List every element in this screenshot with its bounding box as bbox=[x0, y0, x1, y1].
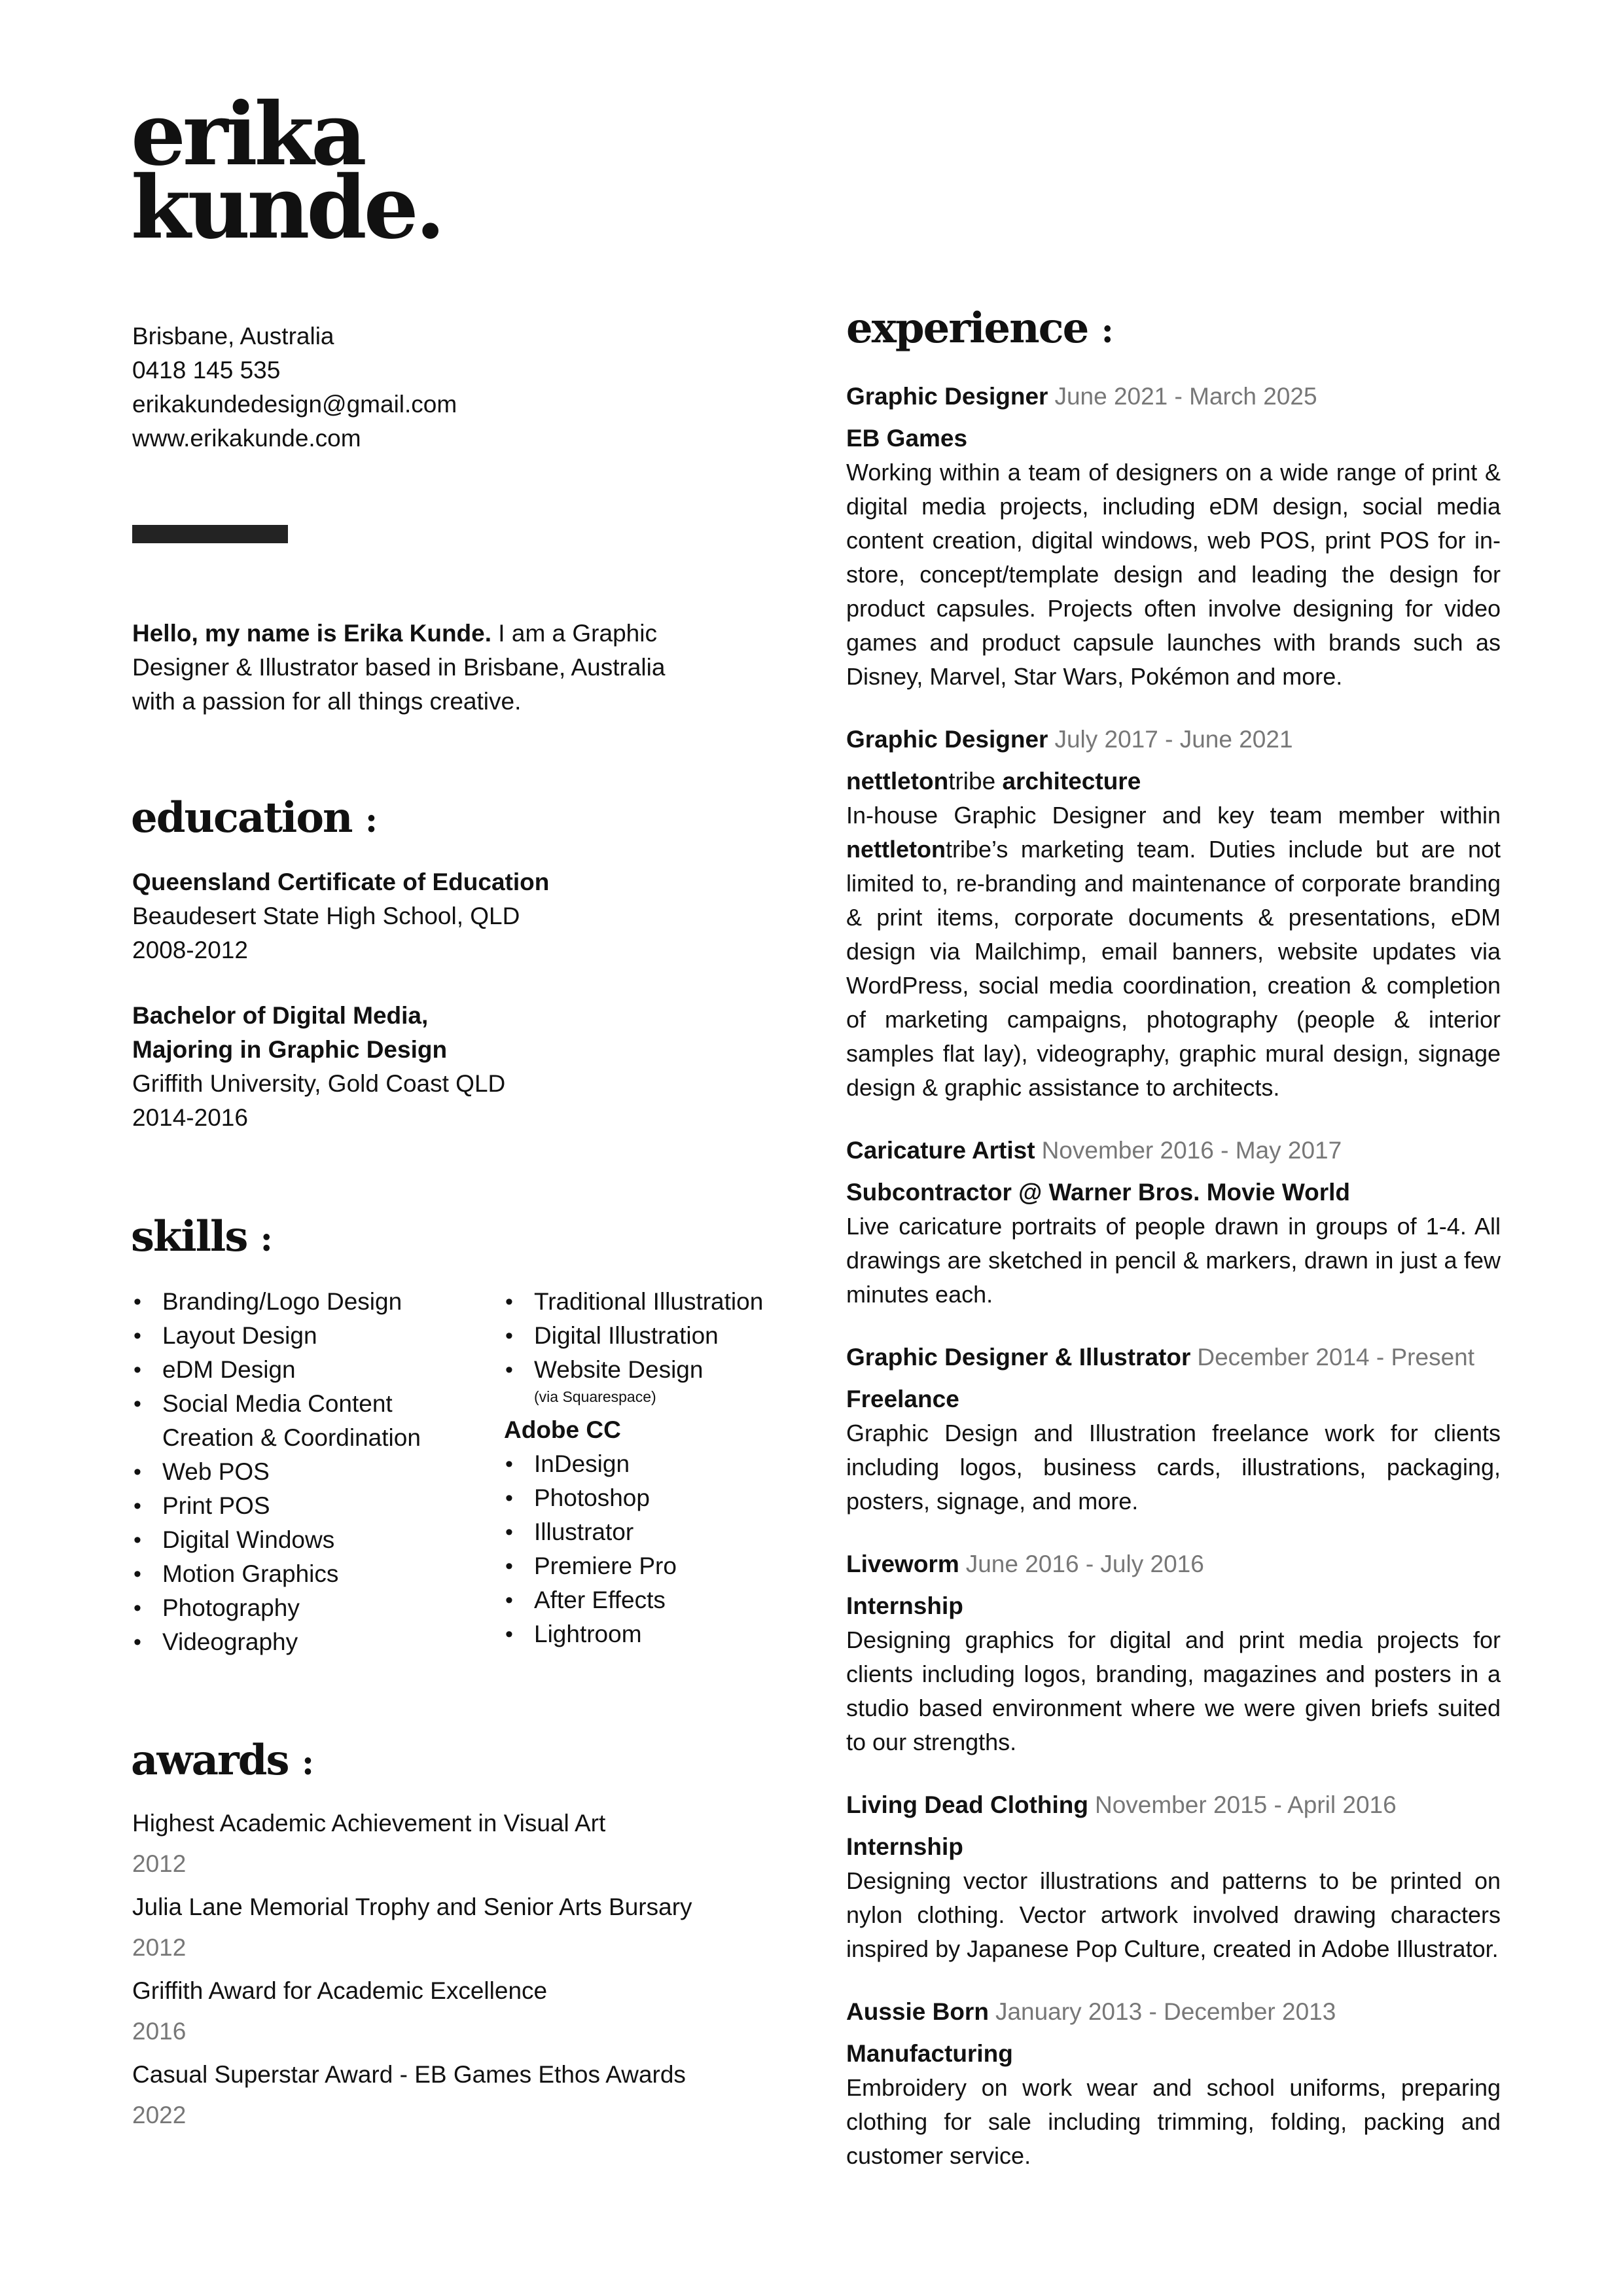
skill-item: • Social Media Content Creation & Coordination bbox=[132, 1387, 437, 1455]
skill-item: • Print POS bbox=[132, 1489, 459, 1523]
awards-heading-colon: : bbox=[301, 1743, 315, 1783]
job-company: Manufacturing bbox=[846, 2040, 1013, 2067]
skill-item: • Traditional Illustration bbox=[504, 1285, 805, 1319]
first-name: erika bbox=[131, 84, 364, 185]
job-role: Aussie Born bbox=[846, 1998, 989, 2025]
experience-heading-text: experience bbox=[846, 304, 1088, 353]
education-title: Queensland Certificate of Education bbox=[132, 869, 550, 895]
award-year: 2016 bbox=[132, 2018, 187, 2045]
job-company: Freelance bbox=[846, 1386, 959, 1412]
job-dates: November 2015 - April 2016 bbox=[1094, 1791, 1397, 1818]
company-part: architecture bbox=[995, 768, 1141, 795]
experience-list bbox=[846, 380, 1501, 2202]
award-item bbox=[132, 1806, 692, 1881]
education-heading-text: education bbox=[131, 793, 352, 842]
education-heading-colon: : bbox=[365, 800, 378, 840]
job-role: Living Dead Clothing bbox=[846, 1791, 1088, 1818]
skill-note: (via Squarespace) bbox=[534, 1388, 656, 1405]
intro-text: I am a Graphic Designer & Illustrator based in Brisbane, Australia with a passion for all things creative. bbox=[132, 620, 666, 715]
desc-part-bold: nettleton bbox=[846, 836, 946, 863]
desc-part: tribe’s marketing team. Duties include but are not limited to, re-branding and maintenance of corporate branding & print items, corporate documents & presentations, eDM design via Mailchimp, email banners, website updates via WordPress, social media coordination, creation & completion of marketing campaigns, photography (people & interior samples flat lay), videography, graphic mural design, signage design & graphic assistance to architects. bbox=[846, 836, 1501, 1101]
job-role: Graphic Designer & Illustrator bbox=[846, 1344, 1191, 1371]
job-company: Internship bbox=[846, 1592, 963, 1619]
award-title: Griffith Award for Academic Excellence bbox=[132, 1977, 548, 2004]
skill-item: • Layout Design bbox=[132, 1319, 459, 1353]
last-name: kunde. bbox=[131, 157, 442, 259]
job-description bbox=[846, 798, 1501, 1105]
award-title: Highest Academic Achievement in Visual Art bbox=[132, 1810, 606, 1837]
skills-heading-colon: : bbox=[260, 1219, 273, 1259]
skills-list bbox=[132, 1285, 459, 1659]
award-year: 2022 bbox=[132, 2102, 187, 2128]
award-year: 2012 bbox=[132, 1850, 187, 1877]
experience-heading bbox=[846, 302, 1114, 357]
award-item bbox=[132, 1890, 692, 1965]
skill-item: • Lightroom bbox=[504, 1617, 805, 1651]
skills-column-2 bbox=[504, 1285, 805, 1651]
education-heading bbox=[131, 792, 378, 847]
education-years: 2008-2012 bbox=[132, 937, 248, 963]
adobe-skills-list bbox=[504, 1447, 805, 1651]
contact-location: Brisbane, Australia bbox=[132, 323, 334, 350]
skill-item: • Premiere Pro bbox=[504, 1549, 805, 1583]
intro-lead: Hello, my name is Erika Kunde. bbox=[132, 620, 492, 647]
skill-item: • Illustrator bbox=[504, 1515, 805, 1549]
job-description: Embroidery on work wear and school uniforms, preparing clothing for sale including trimming, folding, packing and customer service. bbox=[846, 2074, 1501, 2169]
skill-item: • InDesign bbox=[504, 1447, 805, 1481]
job-description: Graphic Design and Illustration freelance work for clients including logos, business cards, illustrations, packaging, posters, signage, and more. bbox=[846, 1420, 1501, 1515]
award-item bbox=[132, 2058, 692, 2132]
adobe-label: Adobe CC bbox=[504, 1416, 621, 1443]
job-entry bbox=[846, 1547, 1501, 1759]
contact-website[interactable]: www.erikakunde.com bbox=[132, 425, 361, 452]
job-company: Internship bbox=[846, 1833, 963, 1860]
skills-column-1 bbox=[132, 1285, 459, 1659]
job-dates: July 2017 - June 2021 bbox=[1054, 726, 1293, 753]
job-company bbox=[846, 764, 1501, 798]
job-dates: January 2013 - December 2013 bbox=[995, 1998, 1336, 2025]
skill-item: • Photoshop bbox=[504, 1481, 805, 1515]
skill-item: • Website Design bbox=[504, 1353, 805, 1387]
job-entry bbox=[846, 1788, 1501, 1966]
education-title: Bachelor of Digital Media, bbox=[132, 1002, 429, 1029]
award-item bbox=[132, 1974, 692, 2049]
skills-heading-text: skills bbox=[131, 1212, 247, 1261]
job-company: EB Games bbox=[846, 425, 968, 452]
resume-name bbox=[131, 84, 442, 259]
skill-item: • Branding/Logo Design bbox=[132, 1285, 459, 1319]
job-dates: November 2016 - May 2017 bbox=[1041, 1137, 1342, 1164]
skills-heading bbox=[131, 1211, 273, 1266]
contact-email[interactable]: erikakundedesign@gmail.com bbox=[132, 391, 457, 418]
education-title-line2: Majoring in Graphic Design bbox=[132, 1036, 448, 1063]
intro-paragraph bbox=[132, 617, 708, 719]
job-role: Graphic Designer bbox=[846, 726, 1048, 753]
job-description: Live caricature portraits of people drawn in groups of 1-4. All drawings are sketched in pencil & markers, drawn in just a few minutes each. bbox=[846, 1213, 1501, 1308]
skill-item: • eDM Design bbox=[132, 1353, 459, 1387]
job-dates: June 2016 - July 2016 bbox=[965, 1551, 1204, 1577]
experience-heading-colon: : bbox=[1101, 311, 1114, 351]
education-years: 2014-2016 bbox=[132, 1104, 248, 1131]
job-description: Designing graphics for digital and print media projects for clients including logos, branding, magazines and posters in a studio based environment where we were given briefs suited to our strengths. bbox=[846, 1626, 1501, 1755]
job-role: Liveworm bbox=[846, 1551, 959, 1577]
job-description: Designing vector illustrations and patterns to be printed on nylon clothing. Vector artwork involved drawing characters inspired by Japanese Pop Culture, created in Adobe Illustrator. bbox=[846, 1867, 1501, 1962]
contact-block bbox=[132, 319, 457, 456]
skill-item: • Motion Graphics bbox=[132, 1557, 459, 1591]
job-entry bbox=[846, 1134, 1501, 1312]
job-company: Subcontractor @ Warner Bros. Movie World bbox=[846, 1179, 1351, 1206]
skill-item: • Web POS bbox=[132, 1455, 459, 1489]
job-description: Working within a team of designers on a wide range of print & digital media projects, including eDM design, social media content creation, digital windows, web POS, print POS for in-store, concept/template design and leading the design for product capsules. Projects often involve designing for video games and product capsule launches with brands such as Disney, Marvel, Star Wars, Pokémon and more. bbox=[846, 459, 1501, 690]
education-school: Beaudesert State High School, QLD bbox=[132, 903, 520, 929]
job-entry bbox=[846, 1995, 1501, 2173]
skill-item: • Photography bbox=[132, 1591, 459, 1625]
job-role: Graphic Designer bbox=[846, 383, 1048, 410]
awards-heading-text: awards bbox=[131, 1736, 289, 1785]
education-list bbox=[132, 865, 549, 1166]
award-title: Casual Superstar Award - EB Games Ethos Awards bbox=[132, 2061, 686, 2088]
award-year: 2012 bbox=[132, 1934, 187, 1961]
skill-item: • Digital Windows bbox=[132, 1523, 459, 1557]
job-dates: December 2014 - Present bbox=[1197, 1344, 1475, 1371]
education-entry bbox=[132, 999, 549, 1135]
education-entry bbox=[132, 865, 549, 967]
awards-list bbox=[132, 1806, 692, 2142]
company-part: tribe bbox=[948, 768, 996, 795]
job-entry bbox=[846, 380, 1501, 694]
awards-heading bbox=[131, 1734, 314, 1789]
job-role: Caricature Artist bbox=[846, 1137, 1035, 1164]
job-entry bbox=[846, 723, 1501, 1105]
company-part: nettleton bbox=[846, 768, 949, 795]
job-entry bbox=[846, 1340, 1501, 1518]
contact-phone: 0418 145 535 bbox=[132, 357, 281, 384]
education-school: Griffith University, Gold Coast QLD bbox=[132, 1070, 506, 1097]
skills-list bbox=[504, 1285, 805, 1387]
award-title: Julia Lane Memorial Trophy and Senior Arts Bursary bbox=[132, 1893, 692, 1920]
skill-item: • After Effects bbox=[504, 1583, 805, 1617]
skill-item: • Videography bbox=[132, 1625, 459, 1659]
divider-bar bbox=[132, 525, 288, 543]
desc-part: In-house Graphic Designer and key team member within bbox=[846, 802, 1501, 829]
job-dates: June 2021 - March 2025 bbox=[1054, 383, 1317, 410]
skill-item: • Digital Illustration bbox=[504, 1319, 805, 1353]
